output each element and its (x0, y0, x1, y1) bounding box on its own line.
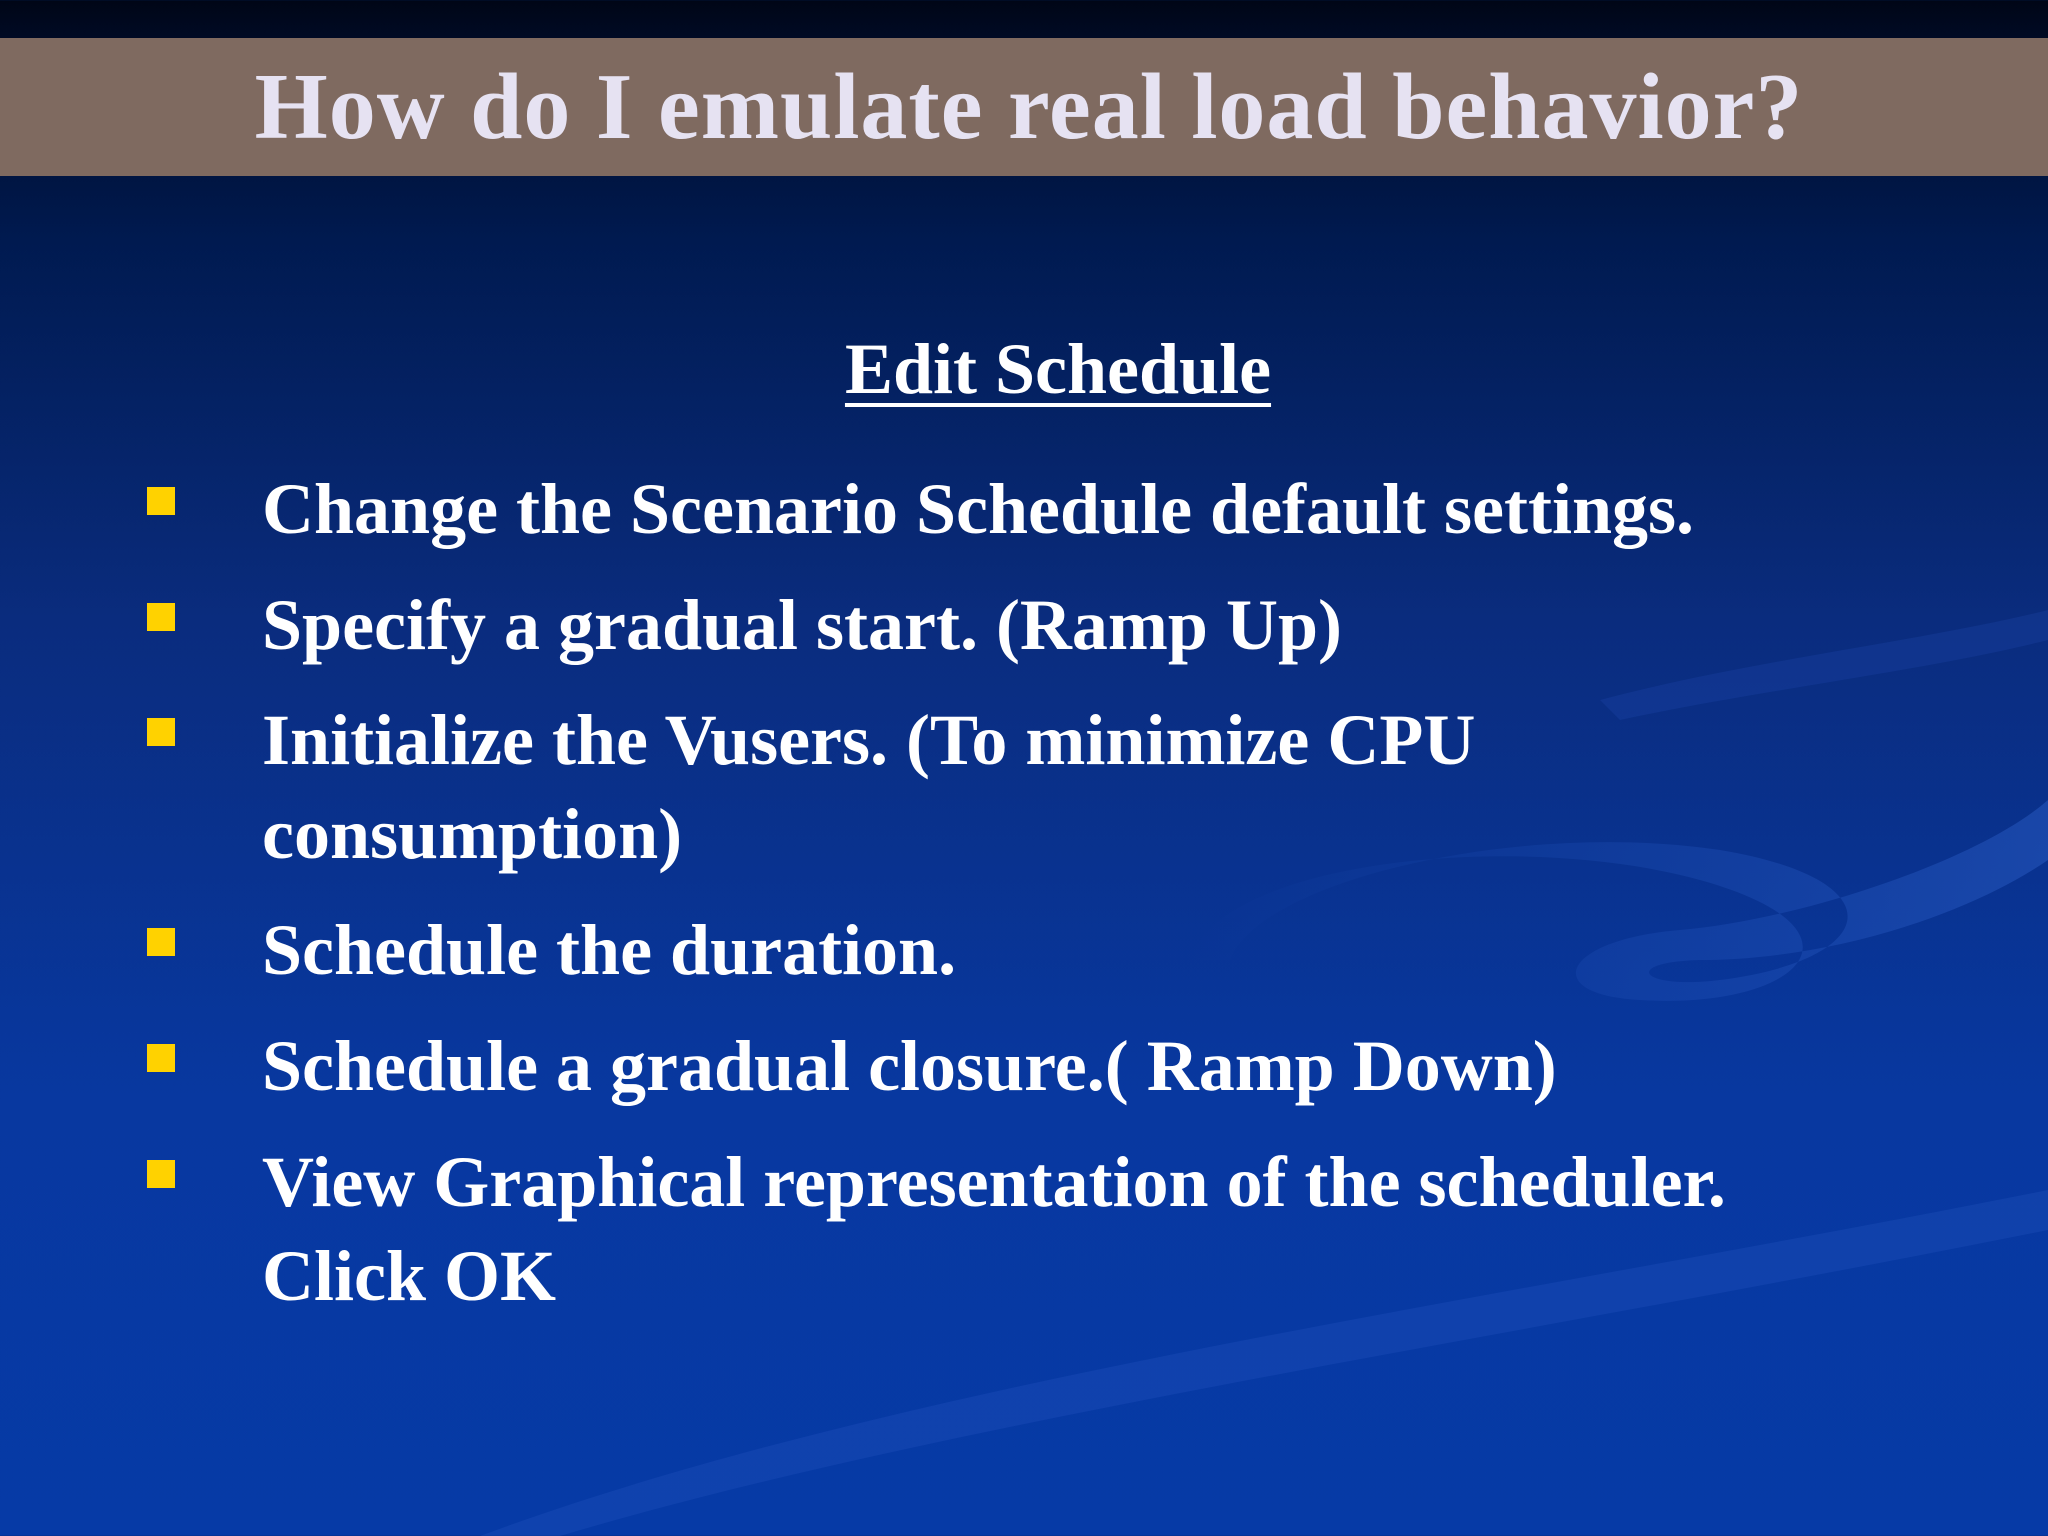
yellow-square-bullet-icon (147, 487, 175, 515)
bullet-text: Specify a gradual start. (Ramp Up) (262, 585, 1342, 665)
bullet-text: Schedule the duration. (262, 910, 957, 990)
bullet-text: Schedule a gradual closure.( Ramp Down) (262, 1026, 1557, 1106)
bullet-text: Initialize the Vusers. (To minimize CPU consumption) (262, 700, 1476, 874)
bullet-text: Change the Scenario Schedule default settings. (262, 469, 1695, 549)
yellow-square-bullet-icon (147, 603, 175, 631)
yellow-square-bullet-icon (147, 1160, 175, 1188)
yellow-square-bullet-icon (147, 1044, 175, 1072)
bullet-text: View Graphical representation of the scheduler. Click OK (262, 1142, 1726, 1316)
yellow-square-bullet-icon (147, 928, 175, 956)
yellow-square-bullet-icon (147, 718, 175, 746)
slide-subtitle: Edit Schedule (844, 329, 1272, 409)
slide-title: How do I emulate real load behavior? (254, 55, 1804, 159)
